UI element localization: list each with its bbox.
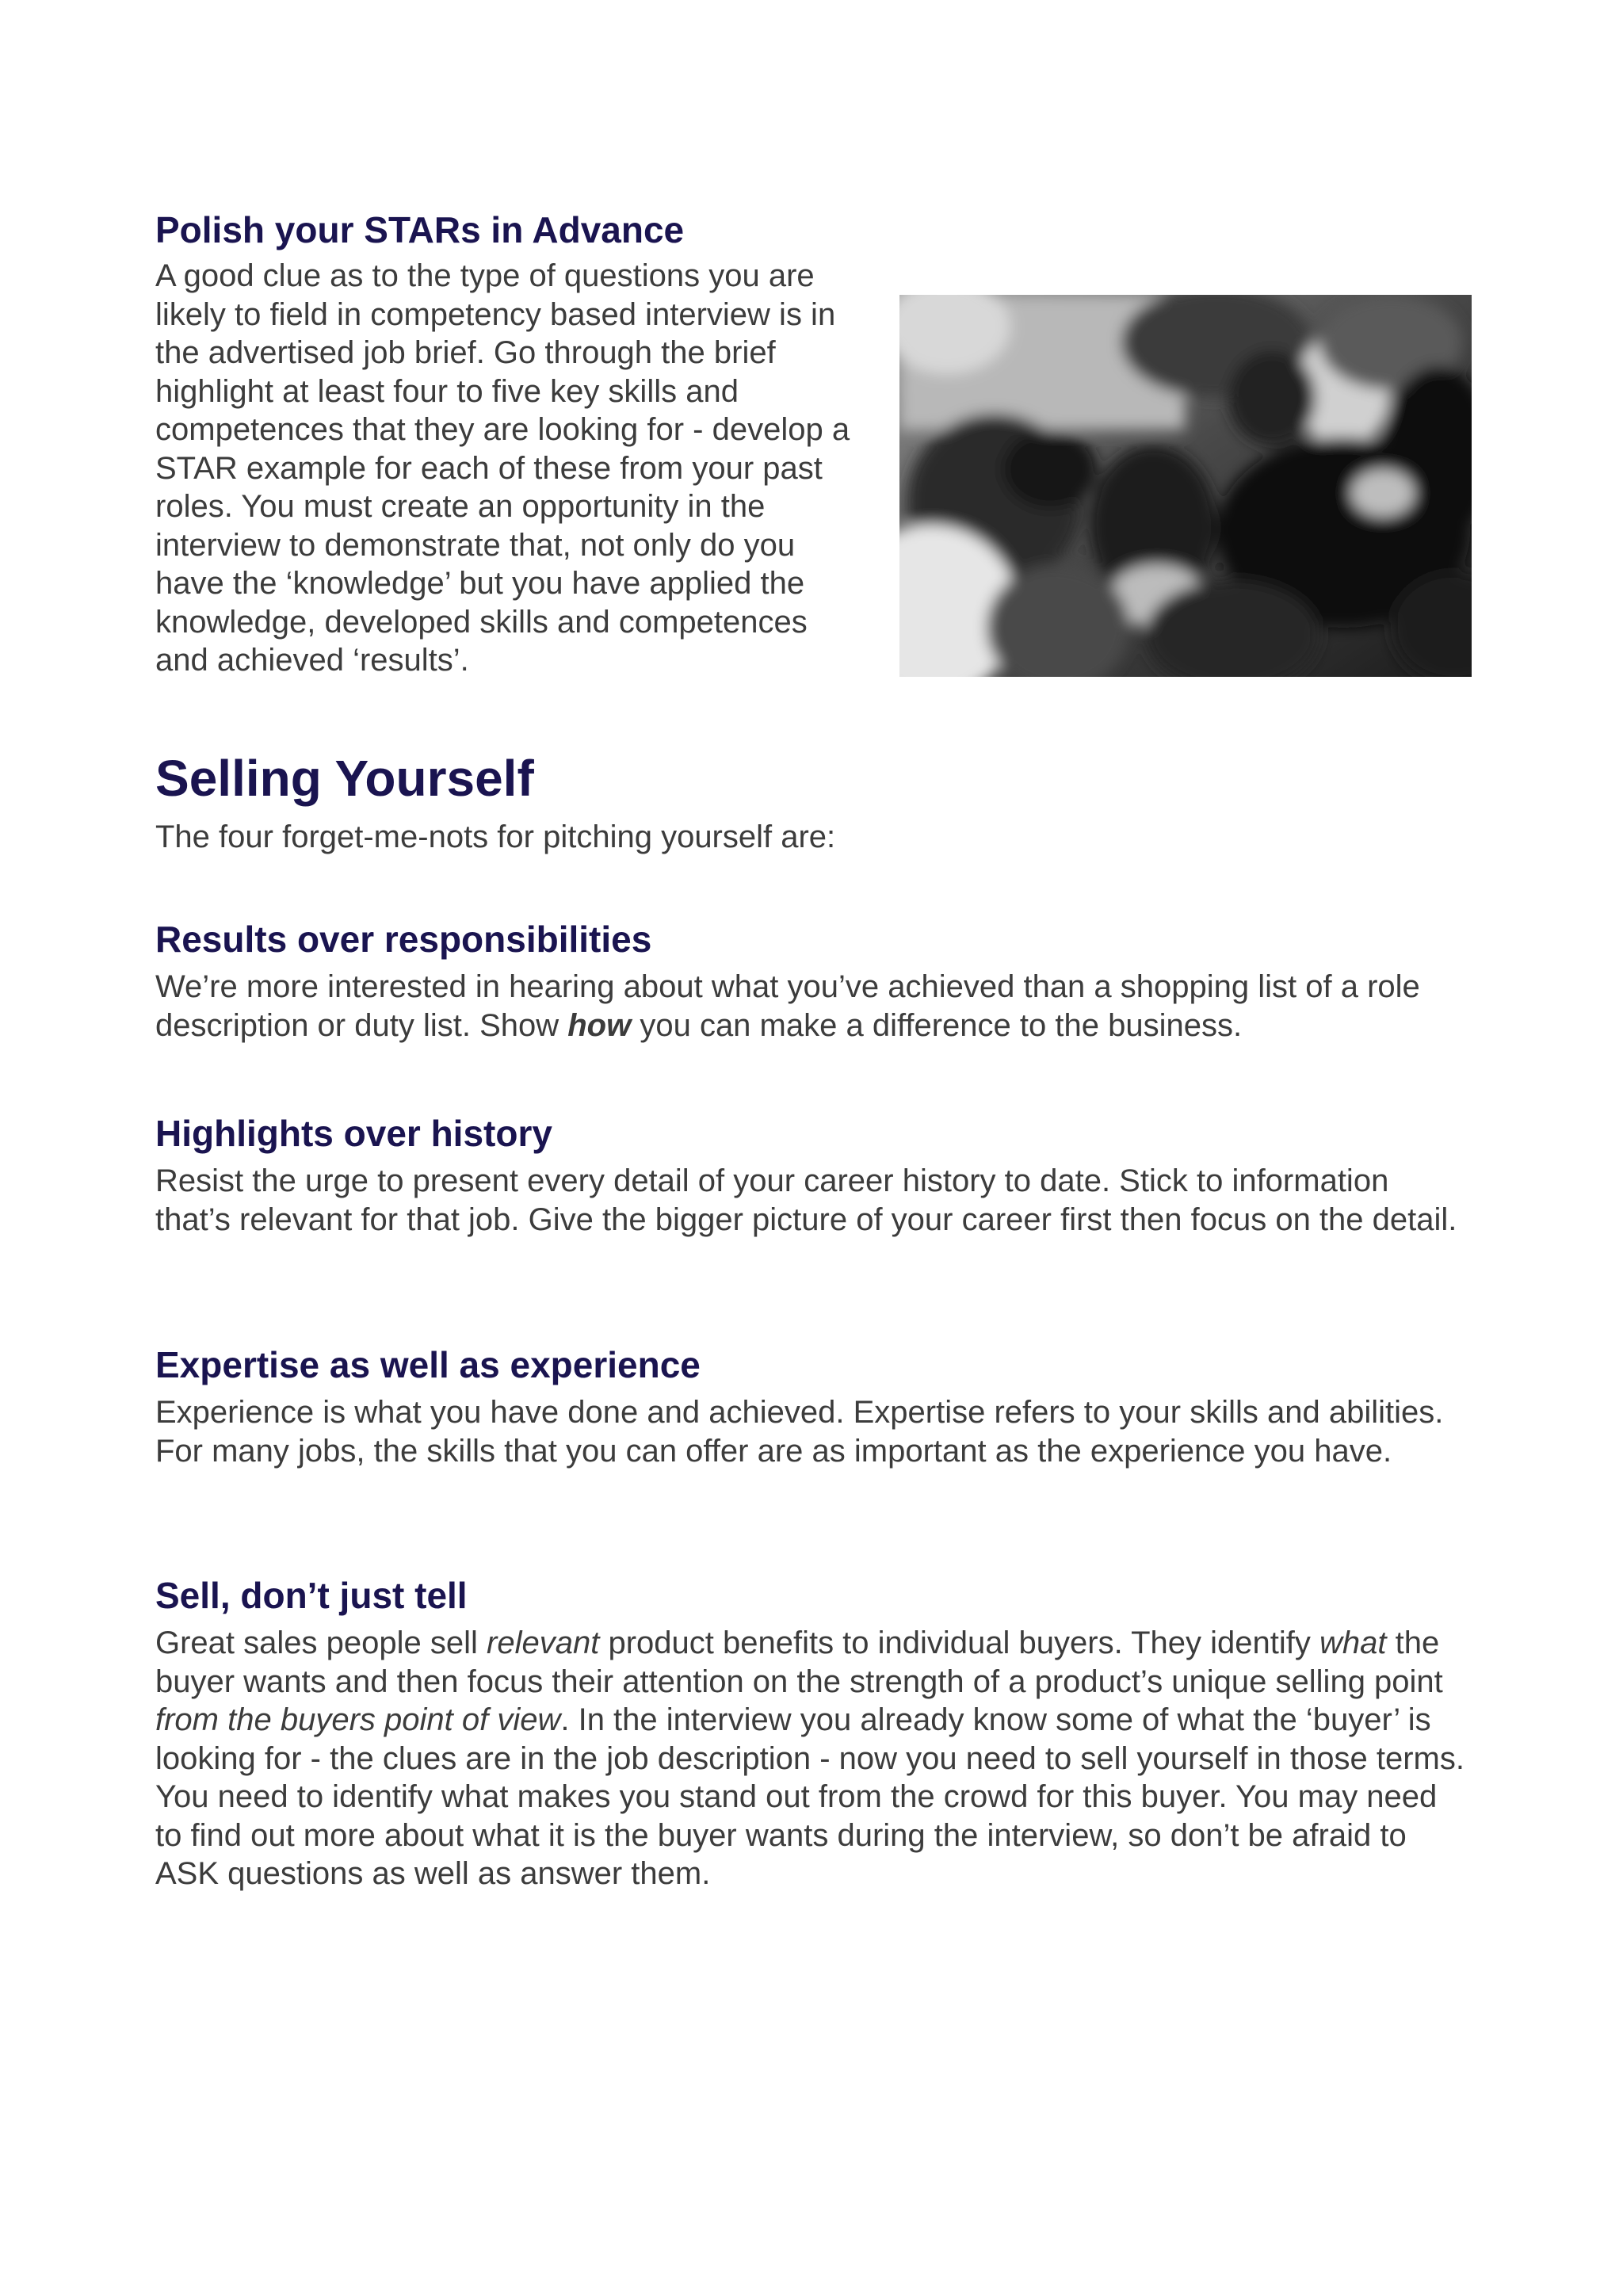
section-text-expertise: Experience is what you have done and achieved. Expertise refers to your skills and abilities. For many jobs, the skills that you can offer are as important as the experience you have. [155,1395,1444,1469]
section-highlights [155,1111,1471,1239]
sell-text-part-4: . In the interview you already know some of what the ‘buyer’ is looking for - the clues are in the job description - now you need to sell yourself in those terms. You need to identify what makes you stand out from the crowd for this buyer. You may need to find out more about what it is the buyer wants during the interview, so don’t be afraid to ASK questions as well as answer them. [155,1702,1465,1891]
sell-emphasis-relevant: relevant [487,1626,600,1660]
sell-text-part-3: the buyer wants and then focus their attention on the strength of a product’s unique selling point [155,1626,1443,1699]
section-text-highlights: Resist the urge to present every detail of your career history to date. Stick to information that’s relevant for that job. Give the bigger picture of your career first then focus on the detail. [155,1163,1457,1237]
sell-emphasis-what: what [1319,1626,1387,1660]
section-text-sell [155,1624,1471,1893]
crowd-photo-image [899,295,1472,677]
results-text-part-1: We’re more interested in hearing about what you’ve achieved than a shopping list of a role description or duty list. Show [155,969,1420,1043]
intro-section [155,208,1471,715]
section-heading-results: Results over responsibilities [155,919,652,960]
crowd-photo [899,295,1472,677]
sell-text-part-2: product benefits to individual buyers. They identify [599,1626,1319,1660]
page-title-selling-yourself: Selling Yourself [155,750,534,807]
section-results [155,917,1471,1045]
section-heading-polish-stars: Polish your STARs in Advance [155,209,685,250]
section-heading-sell: Sell, don’t just tell [155,1575,468,1616]
intro-paragraph: A good clue as to the type of questions you are likely to field in competency based interview is in the advertised job brief. Go through the brief highlight at least four to five key skills and competences that they are looking for - develop a STAR example for each of these from your past roles. You must create an opportunity in the interview to demonstrate that, not only do you have the ‘knowledge’ but you have applied the knowledge, developed skills and competences and achieved ‘results’. [155,258,850,678]
section-sell [155,1573,1471,1893]
section-expertise [155,1343,1471,1470]
results-emphasis-how: how [567,1007,632,1043]
section-heading-expertise: Expertise as well as experience [155,1344,701,1385]
section-text-results [155,968,1471,1045]
document-page [155,208,1471,1891]
sell-emphasis-point-of-view: from the buyers point of view [155,1702,561,1737]
section-heading-highlights: Highlights over history [155,1113,552,1154]
sell-text-part-1: Great sales people sell [155,1626,487,1660]
selling-intro-text: The four forget-me-nots for pitching yourself are: [155,819,836,854]
results-text-part-2: you can make a difference to the business. [631,1007,1243,1043]
